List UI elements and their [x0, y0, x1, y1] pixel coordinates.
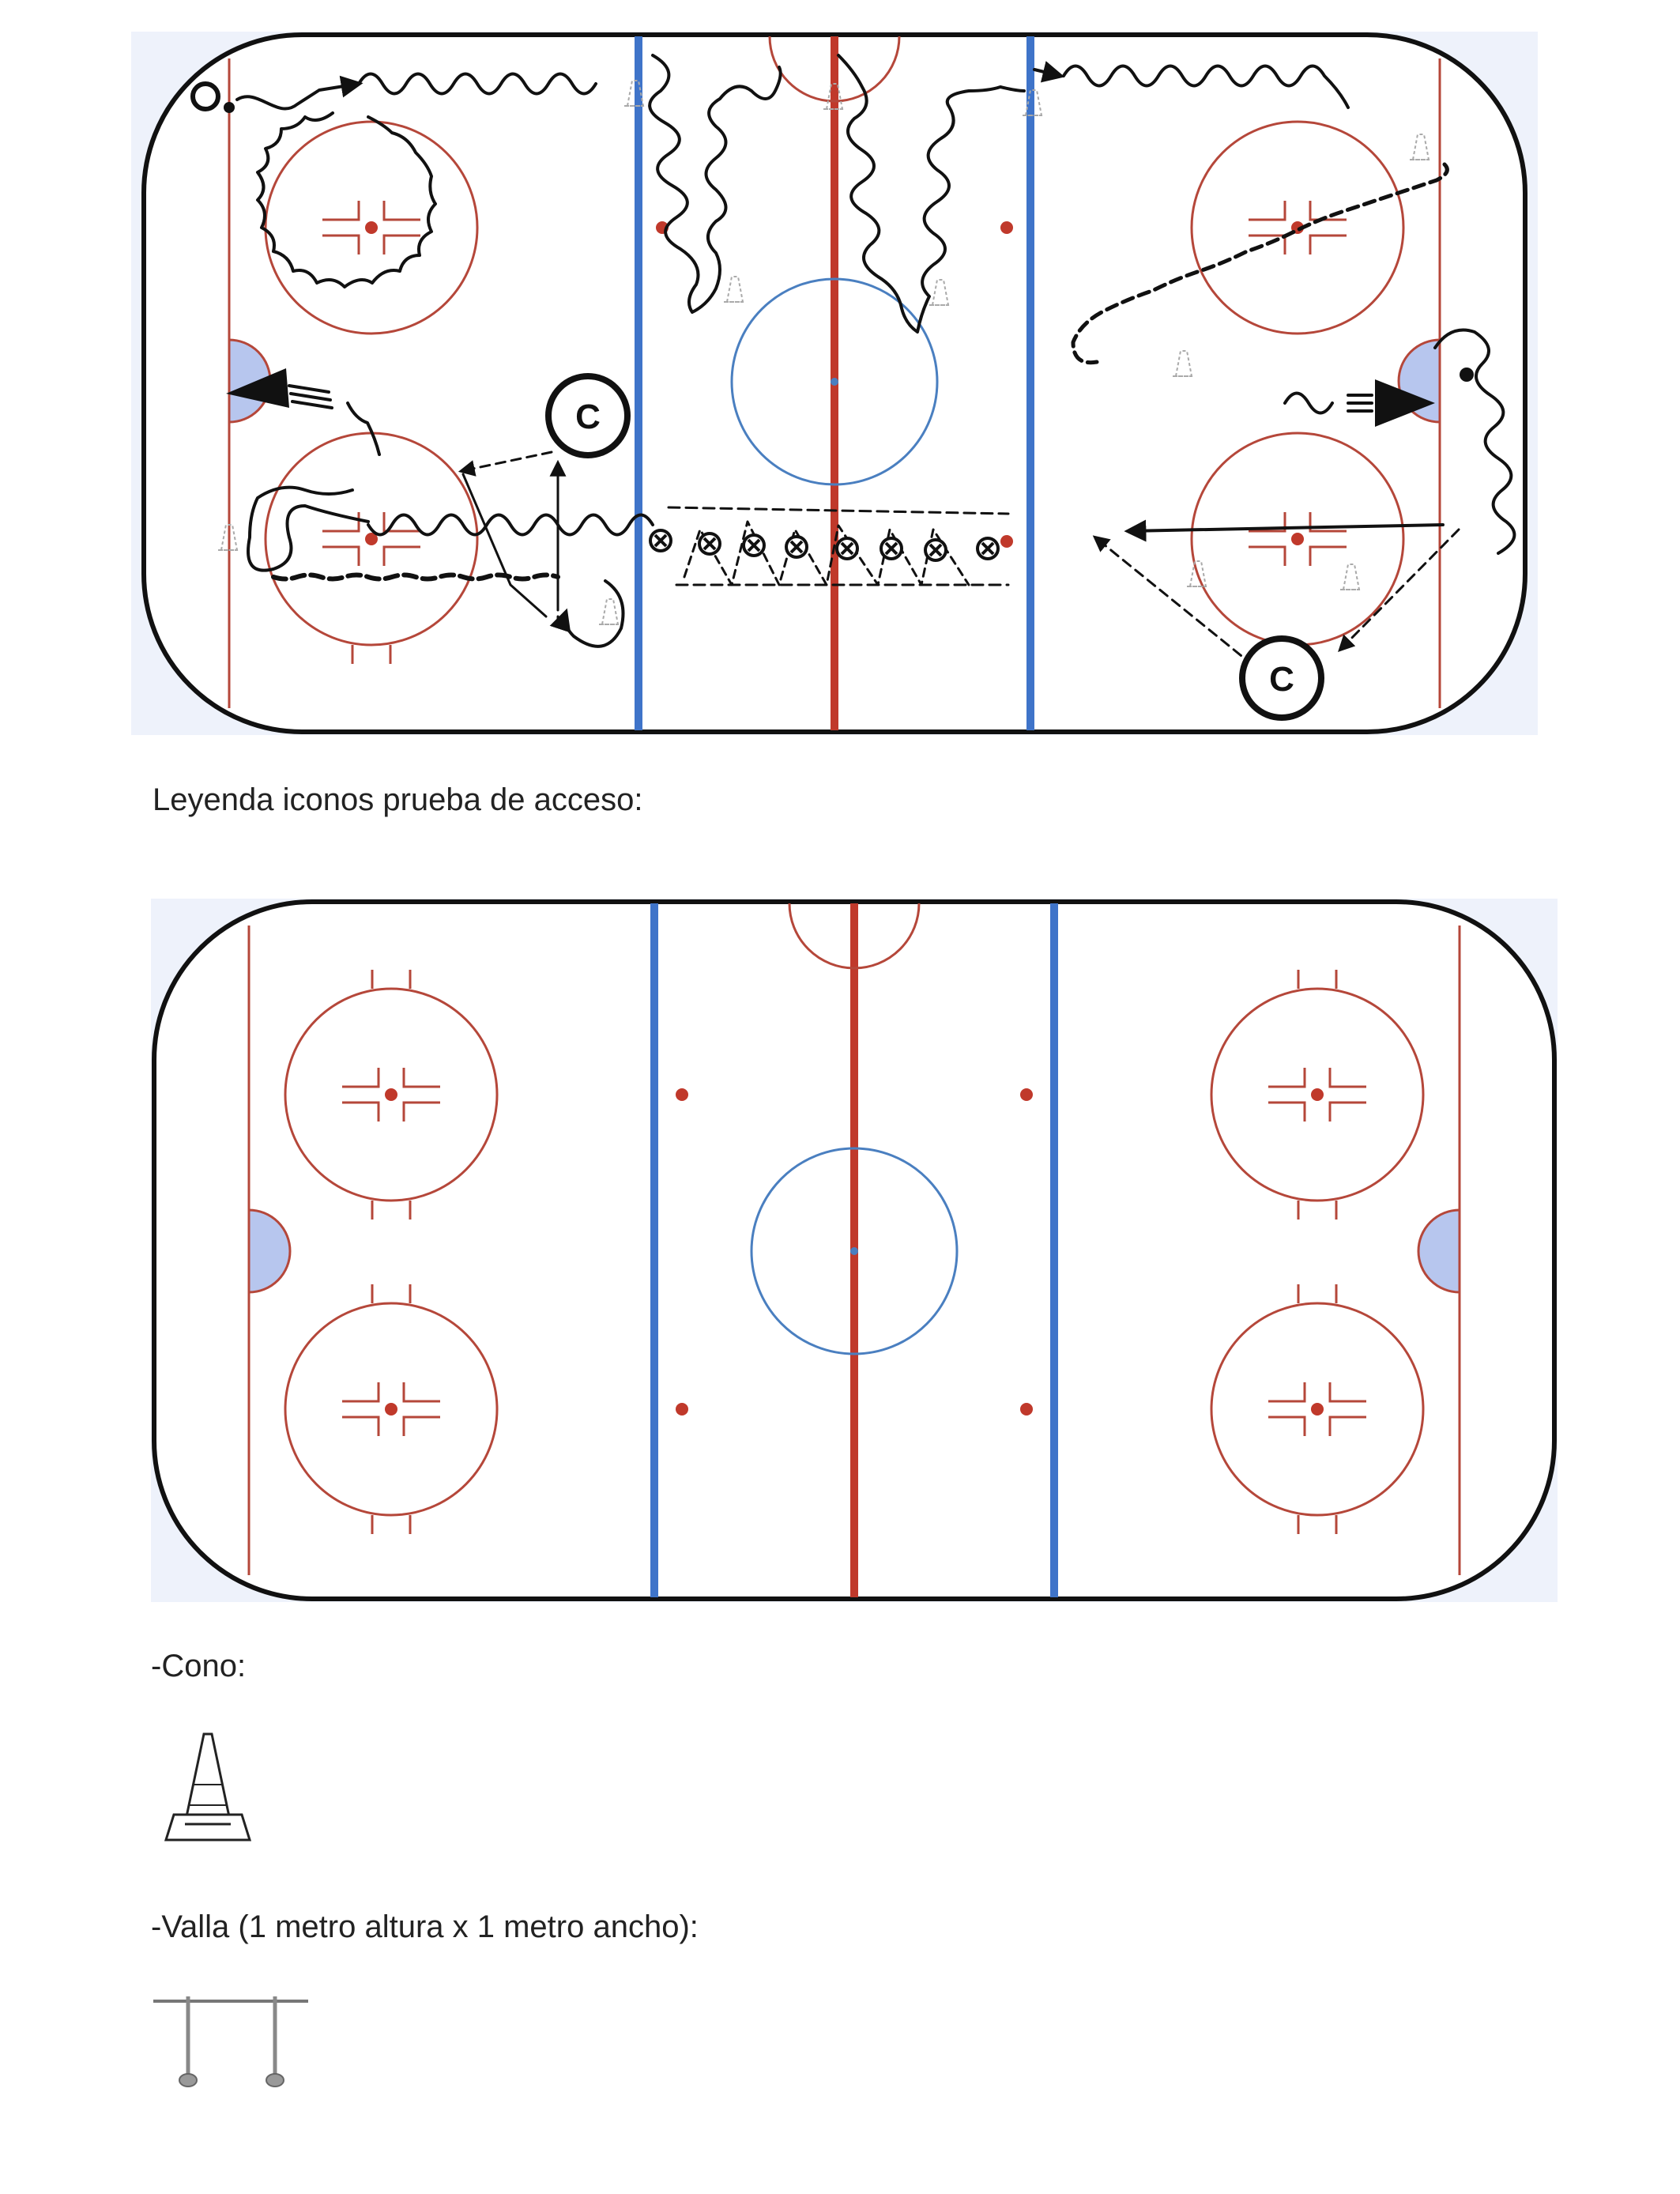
puck	[224, 102, 235, 113]
neutral-dot	[1020, 1088, 1033, 1101]
legend-title: Leyenda iconos prueba de acceso:	[153, 782, 643, 817]
blue-line-right	[1026, 36, 1034, 730]
neutral-dot	[676, 1403, 688, 1416]
legend-hurdle-label: -Valla (1 metro altura x 1 metro ancho):	[151, 1909, 699, 1944]
blue-line-right	[1050, 903, 1058, 1597]
blank-rink-diagram	[151, 899, 1558, 1602]
cone-icon	[161, 1729, 254, 1848]
center-dot	[831, 378, 838, 386]
legend-cone-label: -Cono:	[151, 1649, 247, 1683]
neutral-dot	[1000, 221, 1013, 234]
neutral-dot	[676, 1088, 688, 1101]
center-dot	[850, 1247, 858, 1255]
puck	[1460, 368, 1474, 382]
blue-line-left	[635, 36, 642, 730]
neutral-dot	[1000, 535, 1013, 548]
coach-marker-left	[548, 376, 627, 455]
neutral-dot	[1020, 1403, 1033, 1416]
hurdle-icon	[153, 1989, 308, 2090]
coach-label: C	[1269, 660, 1294, 699]
coach-marker-right	[1242, 639, 1321, 718]
drill-rink-diagram	[131, 32, 1538, 735]
coach-label: C	[575, 398, 601, 436]
blue-line-left	[650, 903, 658, 1597]
